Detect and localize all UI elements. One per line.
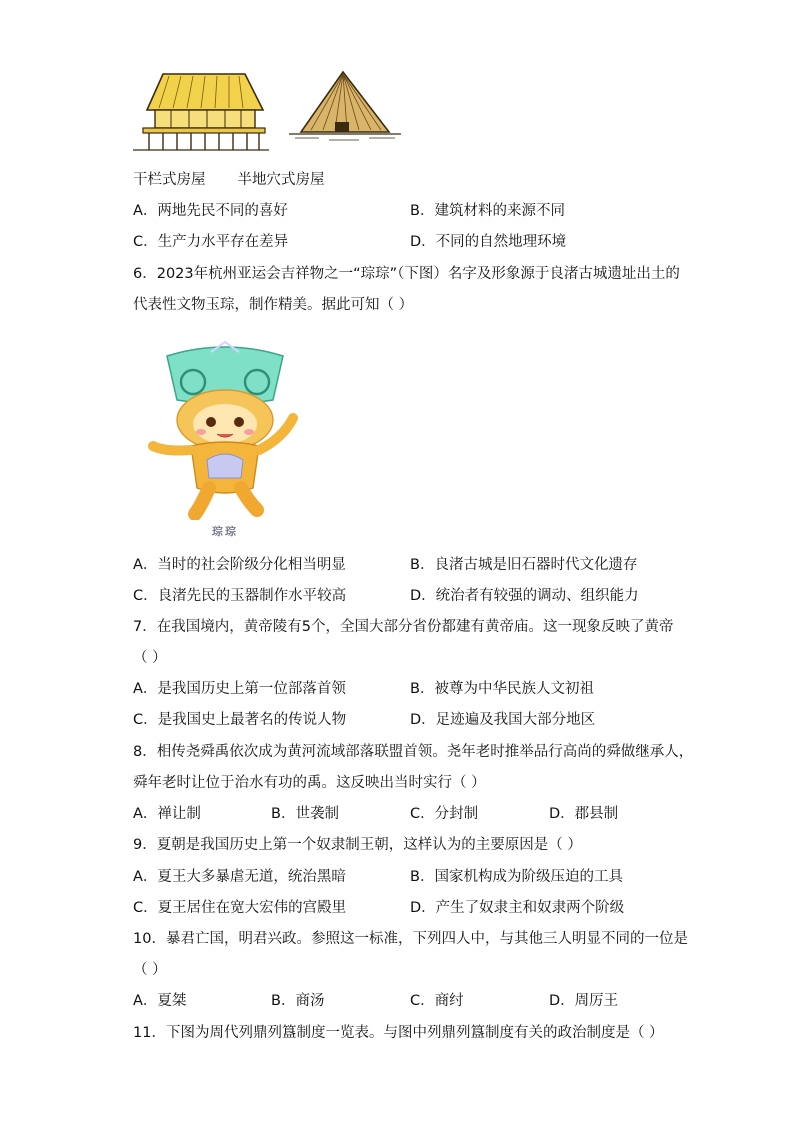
q6-stem-line1: 6．2023年杭州亚运会吉祥物之一“琮琮”（下图）名字及形象源于良渚古城遗址出土的 <box>133 266 680 282</box>
q10-option-d: D．周厉王 <box>549 993 619 1009</box>
q5-option-b: B．建筑材料的来源不同 <box>410 203 565 219</box>
q10-option-c: C．商纣 <box>410 993 464 1009</box>
mascot-congcong-image <box>145 338 305 520</box>
q8-option-a: A．禅让制 <box>133 806 201 822</box>
q9-stem-line1: 9．夏朝是我国历史上第一个奴隶制王朝，这样认为的主要原因是（ ） <box>133 837 582 853</box>
q11-stem-line1: 11．下图为周代列鼎列簋制度一览表。与图中列鼎列簋制度有关的政治制度是（ ） <box>133 1025 664 1041</box>
q6-option-c: C．良渚先民的玉器制作水平较高 <box>133 588 347 604</box>
q5-option-d: D．不同的自然地理环境 <box>410 234 567 250</box>
pit-house-illustration <box>289 70 401 156</box>
stilt-house-illustration <box>133 70 269 156</box>
q10-stem-line2: （ ） <box>133 962 167 978</box>
q6-option-a: A．当时的社会阶级分化相当明显 <box>133 557 346 573</box>
q8-stem-line2: 舜年老时让位于治水有功的禹。这反映出当时实行（ ） <box>133 775 486 791</box>
q9-option-a: A．夏王大多暴虐无道，统治黑暗 <box>133 869 346 885</box>
q10-option-a: A．夏桀 <box>133 993 187 1009</box>
q7-stem-line1: 7．在我国境内，黄帝陵有5个，全国大部分省份都建有黄帝庙。这一现象反映了黄帝 <box>133 619 674 635</box>
q7-option-a: A．是我国历史上第一位部落首领 <box>133 681 346 697</box>
q9-option-b: B．国家机构成为阶级压迫的工具 <box>410 869 623 885</box>
q9-option-d: D．产生了奴隶主和奴隶两个阶级 <box>410 900 625 916</box>
q5-option-c: C．生产力水平存在差异 <box>133 234 289 250</box>
q6-option-b: B．良渚古城是旧石器时代文化遗存 <box>410 557 638 573</box>
stilt-house-caption: 干栏式房屋 <box>133 172 206 188</box>
pit-house-caption: 半地穴式房屋 <box>237 172 325 188</box>
q8-stem-line1: 8．相传尧舜禹依次成为黄河流域部落联盟首领。尧年老时推举品行高尚的舜做继承人， <box>133 744 694 760</box>
q5-option-a: A．两地先民不同的喜好 <box>133 203 288 219</box>
q6-stem-line2: 代表性文物玉琮，制作精美。据此可知（ ） <box>133 297 414 313</box>
q9-option-c: C．夏王居住在宽大宏伟的宫殿里 <box>133 900 347 916</box>
q10-option-b: B．商汤 <box>271 993 325 1009</box>
q7-stem-line2: （ ） <box>133 650 167 666</box>
q8-option-c: C．分封制 <box>410 806 479 822</box>
q10-stem-line1: 10．暴君亡国，明君兴政。参照这一标准，下列四人中，与其他三人明显不同的一位是 <box>133 931 688 947</box>
q8-option-b: B．世袭制 <box>271 806 339 822</box>
q7-option-b: B．被尊为中华民族人文初祖 <box>410 681 594 697</box>
q7-option-c: C．是我国史上最著名的传说人物 <box>133 712 347 728</box>
q7-option-d: D．足迹遍及我国大部分地区 <box>410 712 596 728</box>
house-captions <box>133 170 325 190</box>
q8-option-d: D．郡县制 <box>549 806 619 822</box>
mascot-caption: 琮琮 <box>212 525 238 538</box>
q6-option-d: D．统治者有较强的调动、组织能力 <box>410 588 639 604</box>
